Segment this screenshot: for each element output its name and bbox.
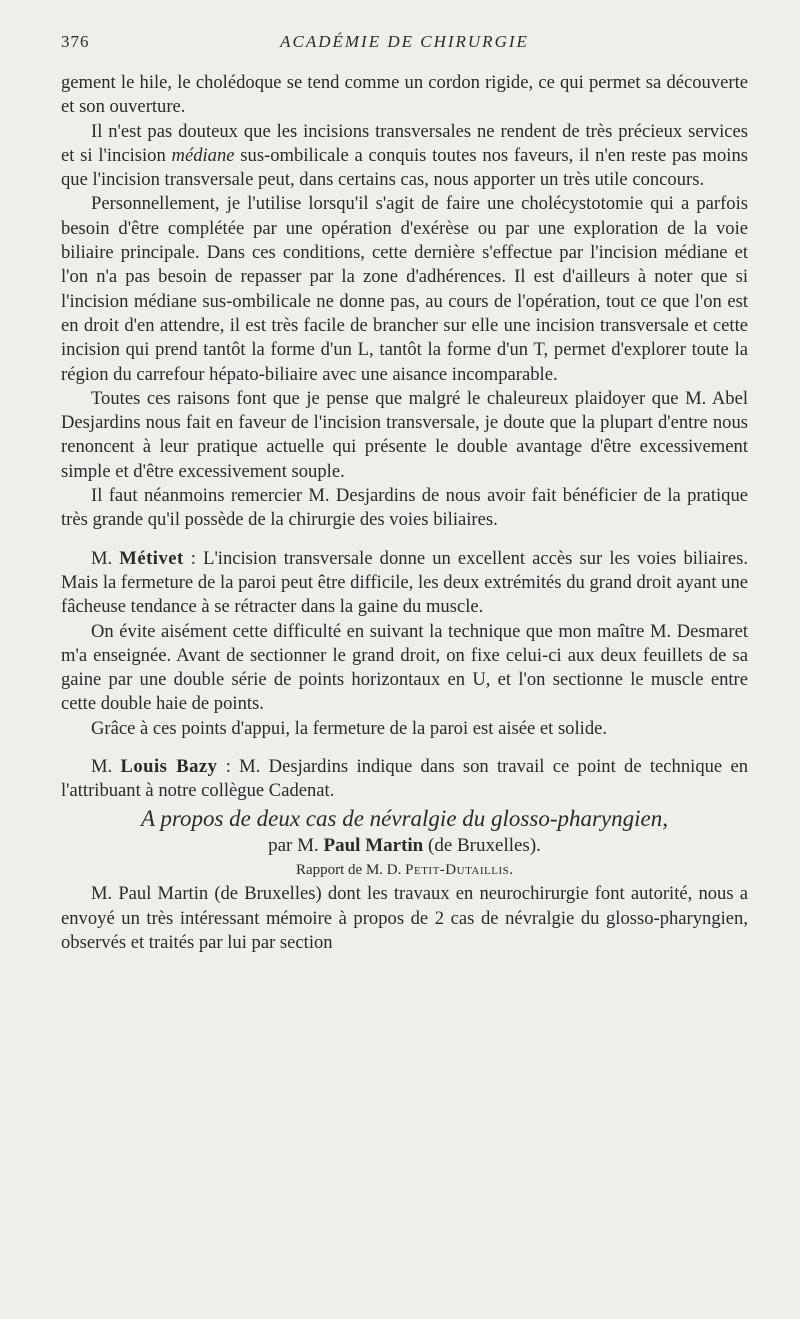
paragraph-text: Il n'est pas douteux que les incisions transversales ne rendent de très précieux services et si l'incision: [61, 120, 748, 166]
article-intro: M. Paul Martin (de Bruxelles) dont les travaux en neurochirurgie font autorité, nous a envoyé un très intéressant mémoire à propos de 2 cas de névralgie du glosso-pharyngien, observés et traités par lui par section: [61, 883, 748, 953]
paragraph-text: sus-ombilicale a conquis toutes nos faveurs, il n'en reste pas moins que l'incision transversale peut, dans certains cas, nous apporter un très utile concours.: [61, 144, 748, 191]
byline-suffix: (de Bruxelles).: [423, 834, 541, 856]
emphasis-mediane: médiane: [171, 144, 235, 166]
report-prefix: Rapport de M. D.: [295, 861, 406, 878]
article-title: A propos de deux cas de névralgie du glosso-pharyngien,: [141, 805, 668, 831]
paragraph-technique: On évite aisément cette difficulté en suivant la technique que mon maître M. Desmaret m'a enseignée. Avant de sectionner le grand droit, on fixe celui-ci aux deux feuillets de sa gaine par une double série de points horizontaux en U, et l'on sectionne le muscle entre cette double haie de points.: [61, 620, 748, 715]
paragraph-text: : L'incision transversale donne un excellent accès sur les voies biliaires. Mais la fermeture de la paroi peut être difficile, les deux extrémités du grand droit ayant une fâcheuse tendance à se rétracter dans la gaine du muscle.: [61, 547, 748, 618]
byline-author: Paul Martin: [323, 834, 424, 856]
report-suffix: .: [509, 861, 513, 878]
paragraph-continuation: gement le hile, le cholédoque se tend comme un cordon rigide, ce qui permet sa découverte et son ouverture.: [61, 72, 748, 118]
page-number: 376: [61, 32, 90, 51]
speaker-prefix: M.: [91, 756, 121, 778]
paragraph-transverse-incisions: [61, 120, 748, 193]
speaker-name: Métivet: [119, 547, 184, 569]
report-name: Petit-Dutaillis: [405, 861, 510, 878]
paragraph-text: : M. Desjardins indique dans son travail ce point de technique en l'attribuant à notre collègue Cadenat.: [61, 756, 748, 802]
speaker-prefix: M.: [91, 547, 120, 569]
body-text: [61, 71, 748, 955]
running-head: ACADÉMIE DE CHIRURGIE: [280, 32, 529, 51]
article-byline: [61, 834, 748, 858]
report-line: [61, 858, 748, 882]
paragraph-personal-practice: Personnellement, je l'utilise lorsqu'il s'agit de faire une cholécystotomie qui a parfois besoin d'être complétée par une opération d'exérèse ou par une exploration de la voie biliaire principale. Dans ces conditions, cette dernière s'effectue par l'incision médiane et l'on n'a pas besoin de repasser par la zone d'adhérences. Il est d'ailleurs à noter que si l'incision médiane sus-ombilicale ne donne pas, au cours de l'opération, tout ce que l'on est en droit d'en attendre, il est très facile de brancher sur elle une incision transversale et cette incision qui prend tantôt la forme d'un L, tantôt la forme d'un T, permet d'explorer toute la région du carrefour hépato-biliaire avec une aisance incomparable.: [61, 193, 748, 385]
page-header: [61, 32, 748, 56]
paragraph-thanks: Il faut néanmoins remercier M. Desjardins de nous avoir fait bénéficier de la pratique très grande qu'il possède de la chirurgie des voies biliaires.: [61, 485, 748, 531]
speaker-name: Louis Bazy: [120, 756, 218, 778]
paragraph-conclusion: Toutes ces raisons font que je pense que malgré le chaleureux plaidoyer que M. Abel Desjardins nous fait en faveur de l'incision transversale, je doute que la plupart d'entre nous renoncent à leur pratique actuelle qui présente le double avantage d'être excessivement simple et d'être excessivement souple.: [61, 387, 748, 482]
paragraph-metivet: [61, 547, 748, 620]
paragraph-closure: Grâce à ces points d'appui, la fermeture de la paroi est aisée et solide.: [91, 717, 608, 739]
paragraph-bazy: [61, 755, 748, 804]
byline-prefix: par M.: [268, 834, 324, 856]
